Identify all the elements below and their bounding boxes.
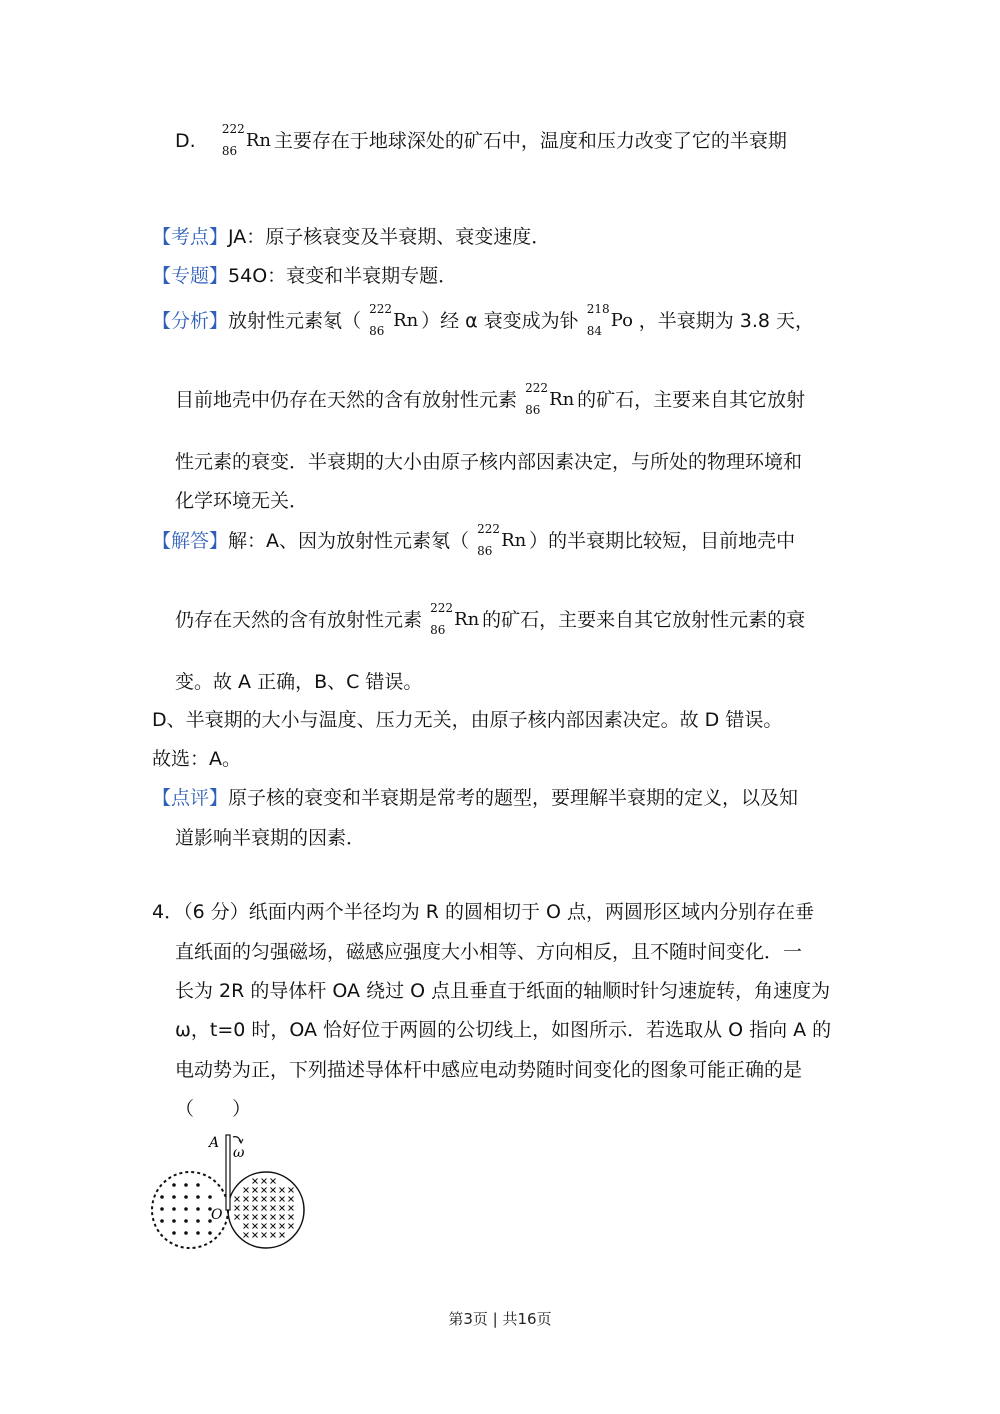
jieda-line-5: 故选：A。 [152,748,241,770]
field-cross [289,1188,294,1193]
field-cross [280,1188,285,1193]
field-cross [235,1197,240,1202]
field-cross [289,1215,294,1220]
field-cross [271,1215,276,1220]
kaodian-line [152,223,550,251]
zhuanti-line [152,262,457,290]
jieda-tag: 【解答】 [152,530,229,552]
fenxi-line-1: 【分析】放射性元素氡（ 222 86 Rn ）经 α 衰变成为钋 218 84 Po ，半衰期为 3.8 天， [152,302,815,338]
option-d [175,122,787,158]
label-o: O [211,1207,223,1223]
nuclide-rn: 222 86 Rn [430,601,480,637]
jieda-line-2: 仍存在天然的含有放射性元素 222 86 Rn 的矿石，主要来自其它放射性元素的衰 [175,601,806,637]
dianping-tag: 【点评】 [152,787,229,809]
field-cross [271,1188,276,1193]
field-cross [262,1179,267,1184]
field-dot [184,1231,188,1235]
fenxi-tag: 【分析】 [152,310,229,332]
field-cross [244,1206,249,1211]
nuclide-rn: 222 86 Rn [525,381,575,417]
field-cross [262,1188,267,1193]
option-d-label: D. [175,130,196,152]
nuclide-rn: 222 86 Rn [477,522,527,558]
jieda-line-3: 变。故 A 正确，B、C 错误。 [175,671,423,693]
field-cross [235,1215,240,1220]
zhuanti-text: 54O：衰变和半衰期专题． [228,265,458,287]
field-cross [253,1224,258,1229]
field-dot [196,1219,200,1223]
field-dot [172,1207,176,1211]
field-dot [208,1195,212,1199]
field-cross [289,1206,294,1211]
jieda-line-4: D、半衰期的大小与温度、压力无关，由原子核内部因素决定。故 D 错误。 [152,709,783,731]
field-cross [271,1224,276,1229]
field-cross [280,1206,285,1211]
question4-line-6: （ ） [175,1098,252,1120]
conductor-rod [226,1135,230,1210]
field-dot [160,1195,164,1199]
field-dot [208,1231,212,1235]
question4-line-5: 电动势为正，下列描述导体杆中感应电动势随时间变化的图象可能正确的是 [175,1059,803,1081]
dianping-line-2: 道影响半衰期的因素． [175,827,366,849]
magnetic-field-figure [145,1125,315,1255]
field-cross [244,1233,249,1238]
nuclide-rn: 222 86 Rn [369,302,419,338]
field-cross [271,1197,276,1202]
field-cross [253,1206,258,1211]
field-cross [253,1197,258,1202]
fenxi-line-4: 化学环境无关． [175,490,309,512]
question4-line-1: 4．（6 分）纸面内两个半径均为 R 的圆相切于 O 点，两圆形区域内分别存在垂 [152,901,815,923]
field-dot [184,1195,188,1199]
field-out-dots [160,1183,212,1235]
field-cross [253,1188,258,1193]
field-in-crosses [235,1179,294,1238]
field-cross [262,1233,267,1238]
question4-line-3: 长为 2R 的导体杆 OA 绕过 O 点且垂直于纸面的轴顺时针匀速旋转，角速度为 [175,980,831,1002]
field-cross [262,1215,267,1220]
field-cross [262,1206,267,1211]
nuclide-po: 218 84 Po [586,302,633,338]
label-omega: ω [233,1145,245,1161]
field-cross [289,1197,294,1202]
label-a: A [209,1135,220,1151]
field-cross [280,1197,285,1202]
field-dot [196,1207,200,1211]
question4-line-4: ω，t=0 时，OA 恰好位于两圆的公切线上，如图所示．若选取从 O 指向 A 的 [175,1019,832,1041]
jieda-line-1: 【解答】解：A、因为放射性元素氡（ 222 86 Rn ）的半衰期比较短，目前地壳中 [152,522,796,558]
zhuanti-tag: 【专题】 [152,265,229,287]
field-dot [172,1231,176,1235]
field-dot [160,1207,164,1211]
question4-line-2: 直纸面的匀强磁场，磁感应强度大小相等、方向相反，且不随时间变化．一 [175,941,803,963]
field-cross [244,1224,249,1229]
field-cross [271,1233,276,1238]
kaodian-tag: 【考点】 [152,226,229,248]
dianping-line-1: 【点评】原子核的衰变和半衰期是常考的题型，要理解半衰期的定义，以及知 [152,787,799,809]
field-dot [196,1231,200,1235]
field-cross [262,1224,267,1229]
page-footer: 第3页 | 共16页 [448,1310,552,1328]
field-cross [280,1233,285,1238]
field-cross [253,1233,258,1238]
field-cross [253,1179,258,1184]
field-dot [172,1183,176,1187]
field-cross [280,1215,285,1220]
field-dot [196,1183,200,1187]
field-cross [235,1206,240,1211]
field-cross [262,1197,267,1202]
kaodian-text: JA：原子核衰变及半衰期、衰变速度． [228,226,551,248]
fenxi-line-2: 目前地壳中仍存在天然的含有放射性元素 222 86 Rn 的矿石，主要来自其它放射 [175,381,806,417]
field-cross [271,1206,276,1211]
field-cross [289,1224,294,1229]
field-dot [184,1183,188,1187]
field-dot [184,1207,188,1211]
field-cross [244,1197,249,1202]
nuclide-rn: 222 86 Rn [221,122,271,158]
field-dot [196,1195,200,1199]
field-cross [280,1224,285,1229]
field-dot [172,1195,176,1199]
field-dot [160,1219,164,1223]
option-d-text: 主要存在于地球深处的矿石中，温度和压力改变了它的半衰期 [273,130,787,152]
field-cross [244,1215,249,1220]
field-cross [244,1188,249,1193]
field-dot [184,1219,188,1223]
field-dot [172,1219,176,1223]
field-cross [271,1179,276,1184]
fenxi-line-3: 性元素的衰变．半衰期的大小由原子核内部因素决定，与所处的物理环境和 [175,451,803,473]
field-cross [253,1215,258,1220]
